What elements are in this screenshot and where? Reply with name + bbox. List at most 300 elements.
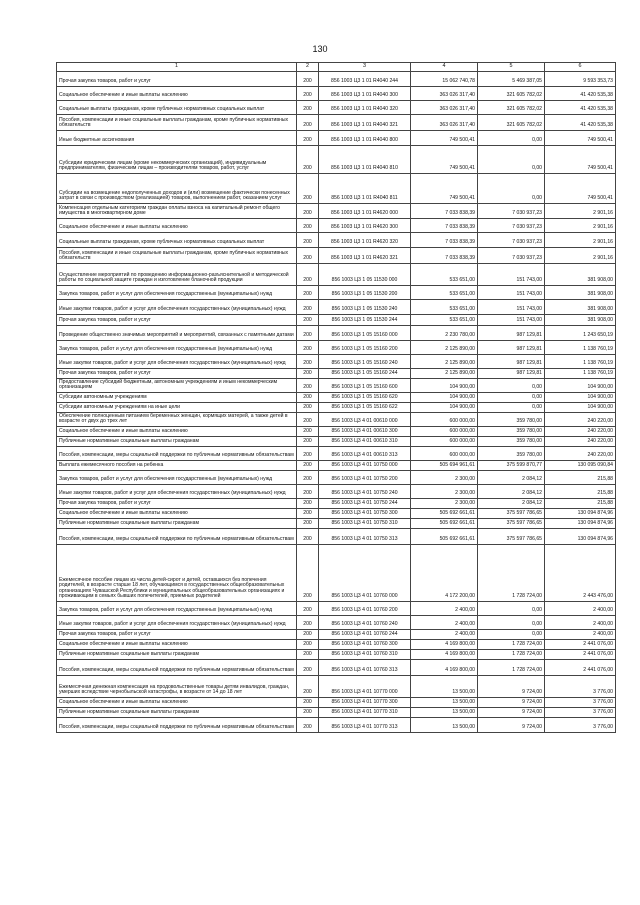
row-executed-amount-cell: 1 728 724,00	[478, 545, 545, 602]
row-unexecuted-amount-cell: 2 901,16	[545, 204, 616, 219]
row-code-cell: 200	[297, 471, 319, 485]
row-classification-code-cell: 856 1003 Ц3 4 01 10750 244	[319, 499, 411, 509]
row-code-cell: 200	[297, 315, 319, 326]
row-approved-amount-cell: 2 300,00	[411, 499, 478, 509]
row-executed-amount-cell: 0,00	[478, 616, 545, 630]
row-code-cell: 200	[297, 509, 319, 519]
row-code-cell: 200	[297, 300, 319, 315]
table-row	[57, 355, 616, 369]
row-executed-amount-cell: 7 030 937,23	[478, 248, 545, 264]
row-name-cell: Пособия, компенсации, меры социальной поддержки по публичным нормативным обязательствам	[57, 529, 297, 545]
table-row	[57, 630, 616, 640]
row-classification-code-cell: 856 1003 Ц3 4 01 10760 200	[319, 602, 411, 616]
row-approved-amount-cell: 533 651,00	[411, 286, 478, 300]
row-name-cell: Закупка товаров, работ и услуг для обеспечения государственных (муниципальных) нужд	[57, 471, 297, 485]
table-row	[57, 315, 616, 326]
table-row	[57, 341, 616, 355]
row-classification-code-cell: 856 1003 Ц3 1 05 15160 620	[319, 393, 411, 403]
table-row	[57, 248, 616, 264]
table-row	[57, 326, 616, 341]
row-code-cell: 200	[297, 87, 319, 101]
row-code-cell: 200	[297, 447, 319, 461]
table-row	[57, 485, 616, 499]
row-classification-code-cell: 856 1003 Ц3 4 01 10750 300	[319, 509, 411, 519]
row-unexecuted-amount-cell: 749 500,41	[545, 146, 616, 174]
row-approved-amount-cell: 749 500,41	[411, 146, 478, 174]
row-classification-code-cell: 856 1003 Ц3 1 01 R4040 800	[319, 131, 411, 146]
row-code-cell: 200	[297, 131, 319, 146]
row-classification-code-cell: 856 1003 Ц3 1 01 R4040 300	[319, 87, 411, 101]
row-approved-amount-cell: 749 500,41	[411, 174, 478, 204]
row-executed-amount-cell: 375 597 786,65	[478, 509, 545, 519]
table-row	[57, 718, 616, 733]
row-classification-code-cell: 856 1003 Ц3 4 01 00610 300	[319, 427, 411, 437]
row-classification-code-cell: 856 1003 Ц3 4 01 00610 000	[319, 413, 411, 427]
row-code-cell: 200	[297, 676, 319, 698]
row-executed-amount-cell: 0,00	[478, 403, 545, 413]
row-classification-code-cell: 856 1003 Ц3 4 01 10760 244	[319, 630, 411, 640]
row-executed-amount-cell: 359 780,00	[478, 437, 545, 447]
row-name-cell: Субсидии на возмещение недополученных доходов и (или) возмещение фактически понесенных затрат в связи с производством (реализацией) товаров, выполнением работ, оказанием услуг	[57, 174, 297, 204]
row-executed-amount-cell: 0,00	[478, 630, 545, 640]
row-executed-amount-cell: 7 030 937,23	[478, 204, 545, 219]
row-unexecuted-amount-cell: 2 441 076,00	[545, 650, 616, 660]
row-unexecuted-amount-cell: 1 138 760,19	[545, 355, 616, 369]
row-name-cell: Иные закупки товаров, работ и услуг для обеспечения государственных (муниципальных) нужд	[57, 300, 297, 315]
row-approved-amount-cell: 600 000,00	[411, 427, 478, 437]
row-approved-amount-cell: 2 400,00	[411, 630, 478, 640]
row-code-cell: 200	[297, 101, 319, 115]
row-unexecuted-amount-cell: 381 908,00	[545, 286, 616, 300]
row-code-cell: 200	[297, 286, 319, 300]
row-executed-amount-cell: 321 605 782,02	[478, 115, 545, 131]
row-name-cell: Социальные выплаты гражданам, кроме публичных нормативных социальных выплат	[57, 101, 297, 115]
row-approved-amount-cell: 600 000,00	[411, 437, 478, 447]
row-executed-amount-cell: 0,00	[478, 602, 545, 616]
row-name-cell: Ежемесячное пособие лицам из числа детей-сирот и детей, оставшихся без попечения родителей, в возрасте старше 18 лет, обучающимся в государственных общеобразовательных организациях Чувашской Республики и муниципальных общеобразовательных организациях и проживающим в семьях бывших попечителей, приемных родителей	[57, 545, 297, 602]
column-number-header: 6	[545, 63, 616, 72]
row-executed-amount-cell: 987 129,81	[478, 326, 545, 341]
row-code-cell: 200	[297, 204, 319, 219]
table-row	[57, 233, 616, 248]
row-classification-code-cell: 856 1003 Ц3 1 05 11530 240	[319, 300, 411, 315]
row-name-cell: Прочая закупка товаров, работ и услуг	[57, 499, 297, 509]
row-approved-amount-cell: 2 400,00	[411, 602, 478, 616]
row-executed-amount-cell: 359 780,00	[478, 447, 545, 461]
row-executed-amount-cell: 9 724,00	[478, 698, 545, 708]
row-code-cell: 200	[297, 341, 319, 355]
row-classification-code-cell: 856 1003 Ц3 1 01 R4040 321	[319, 115, 411, 131]
column-number-header: 3	[319, 63, 411, 72]
row-unexecuted-amount-cell: 104 900,00	[545, 393, 616, 403]
row-name-cell: Закупка товаров, работ и услуг для обеспечения государственных (муниципальных) нужд	[57, 341, 297, 355]
row-classification-code-cell: 856 1003 Ц3 1 01 R4040 811	[319, 174, 411, 204]
row-name-cell: Публичные нормативные социальные выплаты гражданам	[57, 519, 297, 529]
row-executed-amount-cell: 1 728 724,00	[478, 660, 545, 676]
row-approved-amount-cell: 2 300,00	[411, 485, 478, 499]
row-name-cell: Иные бюджетные ассигнования	[57, 131, 297, 146]
row-unexecuted-amount-cell: 240 220,00	[545, 413, 616, 427]
row-code-cell: 200	[297, 485, 319, 499]
row-classification-code-cell: 856 1003 Ц3 4 01 10760 300	[319, 640, 411, 650]
row-classification-code-cell: 856 1003 Ц3 4 01 10760 313	[319, 660, 411, 676]
table-row	[57, 676, 616, 698]
row-name-cell: Иные закупки товаров, работ и услуг для обеспечения государственных (муниципальных) нужд	[57, 616, 297, 630]
column-number-header: 1	[57, 63, 297, 72]
row-classification-code-cell: 856 1003 Ц3 4 01 00610 313	[319, 447, 411, 461]
table-row	[57, 509, 616, 519]
row-code-cell: 200	[297, 499, 319, 509]
row-code-cell: 200	[297, 326, 319, 341]
row-name-cell: Компенсация отдельным категориям граждан оплаты взноса на капитальный ремонт общего имущества в многоквартирном доме	[57, 204, 297, 219]
row-name-cell: Прочая закупка товаров, работ и услуг	[57, 369, 297, 379]
row-code-cell: 200	[297, 264, 319, 286]
row-executed-amount-cell: 987 129,81	[478, 341, 545, 355]
row-code-cell: 200	[297, 698, 319, 708]
table-row	[57, 660, 616, 676]
row-approved-amount-cell: 749 500,41	[411, 131, 478, 146]
row-unexecuted-amount-cell: 240 220,00	[545, 447, 616, 461]
table-row	[57, 369, 616, 379]
row-unexecuted-amount-cell: 749 500,41	[545, 131, 616, 146]
row-approved-amount-cell: 13 500,00	[411, 698, 478, 708]
row-code-cell: 200	[297, 602, 319, 616]
row-unexecuted-amount-cell: 130 094 874,96	[545, 529, 616, 545]
row-classification-code-cell: 856 1003 Ц3 1 01 R4620 321	[319, 248, 411, 264]
table-row	[57, 427, 616, 437]
row-unexecuted-amount-cell: 130 094 874,96	[545, 519, 616, 529]
row-executed-amount-cell: 375 599 870,77	[478, 461, 545, 471]
row-approved-amount-cell: 13 500,00	[411, 718, 478, 733]
row-unexecuted-amount-cell: 240 220,00	[545, 437, 616, 447]
row-unexecuted-amount-cell: 749 500,41	[545, 174, 616, 204]
row-unexecuted-amount-cell: 1 243 650,19	[545, 326, 616, 341]
row-approved-amount-cell: 4 169 800,00	[411, 640, 478, 650]
table-row	[57, 499, 616, 509]
row-name-cell: Социальные выплаты гражданам, кроме публичных нормативных социальных выплат	[57, 233, 297, 248]
row-approved-amount-cell: 505 692 661,61	[411, 509, 478, 519]
row-classification-code-cell: 856 1003 Ц3 4 01 10770 000	[319, 676, 411, 698]
row-name-cell: Пособия, компенсации, меры социальной поддержки по публичным нормативным обязательствам	[57, 660, 297, 676]
row-name-cell: Закупка товаров, работ и услуг для обеспечения государственных (муниципальных) нужд	[57, 602, 297, 616]
table-row	[57, 616, 616, 630]
row-name-cell: Пособия, компенсации, меры социальной поддержки по публичным нормативным обязательствам	[57, 447, 297, 461]
row-executed-amount-cell: 151 743,00	[478, 300, 545, 315]
row-approved-amount-cell: 533 651,00	[411, 315, 478, 326]
row-code-cell: 200	[297, 174, 319, 204]
page-number: 130	[312, 44, 328, 54]
row-name-cell: Субсидии автономным учреждениям	[57, 393, 297, 403]
row-approved-amount-cell: 7 033 838,39	[411, 219, 478, 233]
row-name-cell: Иные закупки товаров, работ и услуг для обеспечения государственных (муниципальных) нужд	[57, 355, 297, 369]
row-approved-amount-cell: 2 125 890,00	[411, 355, 478, 369]
row-name-cell: Прочая закупка товаров, работ и услуг	[57, 630, 297, 640]
row-executed-amount-cell: 0,00	[478, 379, 545, 393]
row-unexecuted-amount-cell: 2 443 476,00	[545, 545, 616, 602]
row-code-cell: 200	[297, 640, 319, 650]
row-code-cell: 200	[297, 355, 319, 369]
table-row	[57, 640, 616, 650]
row-unexecuted-amount-cell: 1 138 760,19	[545, 369, 616, 379]
row-approved-amount-cell: 505 692 661,61	[411, 529, 478, 545]
row-code-cell: 200	[297, 413, 319, 427]
table-row	[57, 519, 616, 529]
row-executed-amount-cell: 9 724,00	[478, 676, 545, 698]
table-row	[57, 471, 616, 485]
row-code-cell: 200	[297, 630, 319, 640]
table-row	[57, 403, 616, 413]
table-row	[57, 461, 616, 471]
row-name-cell: Социальное обеспечение и иные выплаты населению	[57, 698, 297, 708]
row-approved-amount-cell: 2 125 890,00	[411, 369, 478, 379]
row-approved-amount-cell: 505 694 961,61	[411, 461, 478, 471]
row-name-cell: Социальное обеспечение и иные выплаты населению	[57, 87, 297, 101]
row-executed-amount-cell: 2 084,12	[478, 499, 545, 509]
row-unexecuted-amount-cell: 3 776,00	[545, 708, 616, 718]
row-unexecuted-amount-cell: 2 400,00	[545, 616, 616, 630]
row-unexecuted-amount-cell: 9 593 353,73	[545, 72, 616, 87]
table-row	[57, 264, 616, 286]
row-name-cell: Публичные нормативные социальные выплаты гражданам	[57, 650, 297, 660]
row-name-cell: Проведение общественно значимых мероприятий и мероприятий, связанных с памятными датами	[57, 326, 297, 341]
row-name-cell: Иные закупки товаров, работ и услуг для обеспечения государственных (муниципальных) нужд	[57, 485, 297, 499]
table-row	[57, 650, 616, 660]
row-executed-amount-cell: 987 129,81	[478, 355, 545, 369]
table-row	[57, 300, 616, 315]
column-number-header: 5	[478, 63, 545, 72]
row-classification-code-cell: 856 1003 Ц3 1 01 R4040 320	[319, 101, 411, 115]
row-approved-amount-cell: 533 651,00	[411, 264, 478, 286]
row-unexecuted-amount-cell: 2 901,16	[545, 248, 616, 264]
row-approved-amount-cell: 4 169 800,00	[411, 650, 478, 660]
row-code-cell: 200	[297, 369, 319, 379]
table-row	[57, 131, 616, 146]
row-executed-amount-cell: 359 780,00	[478, 427, 545, 437]
row-executed-amount-cell: 7 030 937,23	[478, 219, 545, 233]
row-name-cell: Пособия, компенсации и иные социальные выплаты гражданам, кроме публичных нормативных обязательств	[57, 115, 297, 131]
row-unexecuted-amount-cell: 2 400,00	[545, 630, 616, 640]
row-unexecuted-amount-cell: 2 441 076,00	[545, 640, 616, 650]
row-unexecuted-amount-cell: 130 094 874,96	[545, 509, 616, 519]
row-executed-amount-cell: 375 597 786,65	[478, 519, 545, 529]
row-executed-amount-cell: 0,00	[478, 146, 545, 174]
row-approved-amount-cell: 104 900,00	[411, 403, 478, 413]
row-classification-code-cell: 856 1003 Ц3 4 01 10770 300	[319, 698, 411, 708]
row-name-cell: Субсидии юридическим лицам (кроме некоммерческих организаций), индивидуальным предпринимателям, физическим лицам – производителям товаров, работ, услуг	[57, 146, 297, 174]
row-approved-amount-cell: 7 033 838,39	[411, 204, 478, 219]
row-classification-code-cell: 856 1003 Ц3 1 05 15160 000	[319, 326, 411, 341]
row-classification-code-cell: 856 1003 Ц3 1 01 R4620 000	[319, 204, 411, 219]
row-approved-amount-cell: 7 033 838,39	[411, 248, 478, 264]
row-classification-code-cell: 856 1003 Ц3 1 05 11530 244	[319, 315, 411, 326]
row-executed-amount-cell: 1 728 724,00	[478, 650, 545, 660]
row-executed-amount-cell: 151 743,00	[478, 264, 545, 286]
row-classification-code-cell: 856 1003 Ц3 1 01 R4620 320	[319, 233, 411, 248]
row-name-cell: Социальное обеспечение и иные выплаты населению	[57, 640, 297, 650]
row-code-cell: 200	[297, 233, 319, 248]
table-row	[57, 174, 616, 204]
row-classification-code-cell: 856 1003 Ц3 4 01 10750 313	[319, 529, 411, 545]
table-row	[57, 698, 616, 708]
table-row	[57, 529, 616, 545]
row-unexecuted-amount-cell: 381 908,00	[545, 264, 616, 286]
row-executed-amount-cell: 321 605 782,02	[478, 87, 545, 101]
row-code-cell: 200	[297, 660, 319, 676]
row-classification-code-cell: 856 1003 Ц3 4 01 10750 240	[319, 485, 411, 499]
table-row	[57, 286, 616, 300]
row-code-cell: 200	[297, 403, 319, 413]
row-code-cell: 200	[297, 718, 319, 733]
row-name-cell: Осуществление мероприятий по проведению информационно-разъяснительной и методической работы по социальной защите граждан и изготовление бланочной продукции	[57, 264, 297, 286]
row-approved-amount-cell: 4 169 800,00	[411, 660, 478, 676]
table-row	[57, 101, 616, 115]
row-name-cell: Ежемесячная денежная компенсация на продовольственные товары детям инвалидов, граждан, умерших вследствие чернобыльской катастрофы, в возрасте от 14 до 18 лет	[57, 676, 297, 698]
row-classification-code-cell: 856 1003 Ц3 4 01 10760 310	[319, 650, 411, 660]
row-classification-code-cell: 856 1003 Ц3 1 01 R4620 300	[319, 219, 411, 233]
row-code-cell: 200	[297, 461, 319, 471]
row-classification-code-cell: 856 1003 Ц3 1 05 11530 200	[319, 286, 411, 300]
table-row	[57, 87, 616, 101]
row-approved-amount-cell: 7 033 838,39	[411, 233, 478, 248]
row-unexecuted-amount-cell: 130 095 090,84	[545, 461, 616, 471]
row-classification-code-cell: 856 1003 Ц3 1 01 R4040 244	[319, 72, 411, 87]
row-executed-amount-cell: 2 084,12	[478, 471, 545, 485]
row-executed-amount-cell: 359 780,00	[478, 413, 545, 427]
row-unexecuted-amount-cell: 2 441 076,00	[545, 660, 616, 676]
row-code-cell: 200	[297, 427, 319, 437]
row-approved-amount-cell: 4 172 200,00	[411, 545, 478, 602]
row-name-cell: Субсидии автономным учреждениям на иные цели	[57, 403, 297, 413]
table-row	[57, 413, 616, 427]
row-name-cell: Пособия, компенсации и иные социальные выплаты гражданам, кроме публичных нормативных обязательств	[57, 248, 297, 264]
row-classification-code-cell: 856 1003 Ц3 4 01 10750 000	[319, 461, 411, 471]
table-row	[57, 708, 616, 718]
row-code-cell: 200	[297, 437, 319, 447]
row-code-cell: 200	[297, 545, 319, 602]
table-row	[57, 393, 616, 403]
row-unexecuted-amount-cell: 381 908,00	[545, 300, 616, 315]
row-executed-amount-cell: 375 597 786,65	[478, 529, 545, 545]
row-executed-amount-cell: 7 030 937,23	[478, 233, 545, 248]
row-classification-code-cell: 856 1003 Ц3 4 01 10750 310	[319, 519, 411, 529]
row-unexecuted-amount-cell: 1 138 760,19	[545, 341, 616, 355]
budget-execution-table	[56, 62, 616, 733]
row-classification-code-cell: 856 1003 Ц3 1 05 15160 244	[319, 369, 411, 379]
table-row	[57, 379, 616, 393]
row-approved-amount-cell: 363 026 317,40	[411, 101, 478, 115]
row-classification-code-cell: 856 1003 Ц3 1 05 15160 600	[319, 379, 411, 393]
row-unexecuted-amount-cell: 215,88	[545, 499, 616, 509]
row-executed-amount-cell: 987 129,81	[478, 369, 545, 379]
row-executed-amount-cell: 1 728 724,00	[478, 640, 545, 650]
row-code-cell: 200	[297, 529, 319, 545]
row-executed-amount-cell: 0,00	[478, 174, 545, 204]
row-executed-amount-cell: 151 743,00	[478, 286, 545, 300]
row-executed-amount-cell: 2 084,12	[478, 485, 545, 499]
row-unexecuted-amount-cell: 215,88	[545, 485, 616, 499]
row-executed-amount-cell: 9 724,00	[478, 708, 545, 718]
row-approved-amount-cell: 600 000,00	[411, 413, 478, 427]
row-unexecuted-amount-cell: 2 901,16	[545, 219, 616, 233]
row-code-cell: 200	[297, 146, 319, 174]
row-approved-amount-cell: 2 230 780,00	[411, 326, 478, 341]
table-row	[57, 219, 616, 233]
row-approved-amount-cell: 104 900,00	[411, 393, 478, 403]
row-unexecuted-amount-cell: 240 220,00	[545, 427, 616, 437]
column-number-header: 2	[297, 63, 319, 72]
row-unexecuted-amount-cell: 2 400,00	[545, 602, 616, 616]
row-name-cell: Прочая закупка товаров, работ и услуг	[57, 315, 297, 326]
row-unexecuted-amount-cell: 3 776,00	[545, 676, 616, 698]
row-unexecuted-amount-cell: 41 420 535,38	[545, 87, 616, 101]
row-name-cell: Публичные нормативные социальные выплаты гражданам	[57, 437, 297, 447]
table-row	[57, 72, 616, 87]
row-name-cell: Закупка товаров, работ и услуг для обеспечения государственных (муниципальных) нужд	[57, 286, 297, 300]
row-code-cell: 200	[297, 248, 319, 264]
row-approved-amount-cell: 600 000,00	[411, 447, 478, 461]
row-approved-amount-cell: 363 026 317,40	[411, 115, 478, 131]
row-unexecuted-amount-cell: 104 900,00	[545, 403, 616, 413]
row-approved-amount-cell: 2 125 890,00	[411, 341, 478, 355]
row-approved-amount-cell: 2 300,00	[411, 471, 478, 485]
row-classification-code-cell: 856 1003 Ц3 1 05 15160 240	[319, 355, 411, 369]
row-executed-amount-cell: 151 743,00	[478, 315, 545, 326]
row-unexecuted-amount-cell: 104 900,00	[545, 379, 616, 393]
row-classification-code-cell: 856 1003 Ц3 4 01 10760 000	[319, 545, 411, 602]
row-code-cell: 200	[297, 393, 319, 403]
row-code-cell: 200	[297, 219, 319, 233]
table-row	[57, 204, 616, 219]
row-unexecuted-amount-cell: 215,88	[545, 471, 616, 485]
row-code-cell: 200	[297, 379, 319, 393]
table-row	[57, 115, 616, 131]
row-approved-amount-cell: 13 500,00	[411, 676, 478, 698]
row-name-cell: Предоставление субсидий бюджетным, автономным учреждениям и иным некоммерческим организациям	[57, 379, 297, 393]
row-name-cell: Социальное обеспечение и иные выплаты населению	[57, 509, 297, 519]
row-approved-amount-cell: 2 400,00	[411, 616, 478, 630]
row-classification-code-cell: 856 1003 Ц3 4 01 10770 313	[319, 718, 411, 733]
row-name-cell: Социальное обеспечение и иные выплаты населению	[57, 427, 297, 437]
table-row	[57, 447, 616, 461]
row-classification-code-cell: 856 1003 Ц3 4 01 10750 200	[319, 471, 411, 485]
row-approved-amount-cell: 505 692 661,61	[411, 519, 478, 529]
row-executed-amount-cell: 9 724,00	[478, 718, 545, 733]
row-code-cell: 200	[297, 115, 319, 131]
row-classification-code-cell: 856 1003 Ц3 4 01 10770 310	[319, 708, 411, 718]
row-classification-code-cell: 856 1003 Ц3 1 05 15160 200	[319, 341, 411, 355]
row-classification-code-cell: 856 1003 Ц3 1 05 11530 000	[319, 264, 411, 286]
row-executed-amount-cell: 5 469 387,05	[478, 72, 545, 87]
row-executed-amount-cell: 0,00	[478, 393, 545, 403]
row-approved-amount-cell: 13 500,00	[411, 708, 478, 718]
row-name-cell: Пособия, компенсации, меры социальной поддержки по публичным нормативным обязательствам	[57, 718, 297, 733]
row-classification-code-cell: 856 1003 Ц3 4 01 10760 240	[319, 616, 411, 630]
column-number-header-row	[57, 63, 616, 72]
table-row	[57, 146, 616, 174]
table-row	[57, 545, 616, 602]
row-executed-amount-cell: 321 605 782,02	[478, 101, 545, 115]
row-name-cell: Публичные нормативные социальные выплаты гражданам	[57, 708, 297, 718]
row-code-cell: 200	[297, 519, 319, 529]
table-row	[57, 437, 616, 447]
row-name-cell: Обеспечение полноценным питанием беременных женщин, кормящих матерей, а также детей в возрасте от двух до трех лет	[57, 413, 297, 427]
row-code-cell: 200	[297, 616, 319, 630]
row-unexecuted-amount-cell: 3 776,00	[545, 718, 616, 733]
row-unexecuted-amount-cell: 3 776,00	[545, 698, 616, 708]
row-unexecuted-amount-cell: 41 420 535,38	[545, 101, 616, 115]
row-unexecuted-amount-cell: 381 908,00	[545, 315, 616, 326]
row-executed-amount-cell: 0,00	[478, 131, 545, 146]
